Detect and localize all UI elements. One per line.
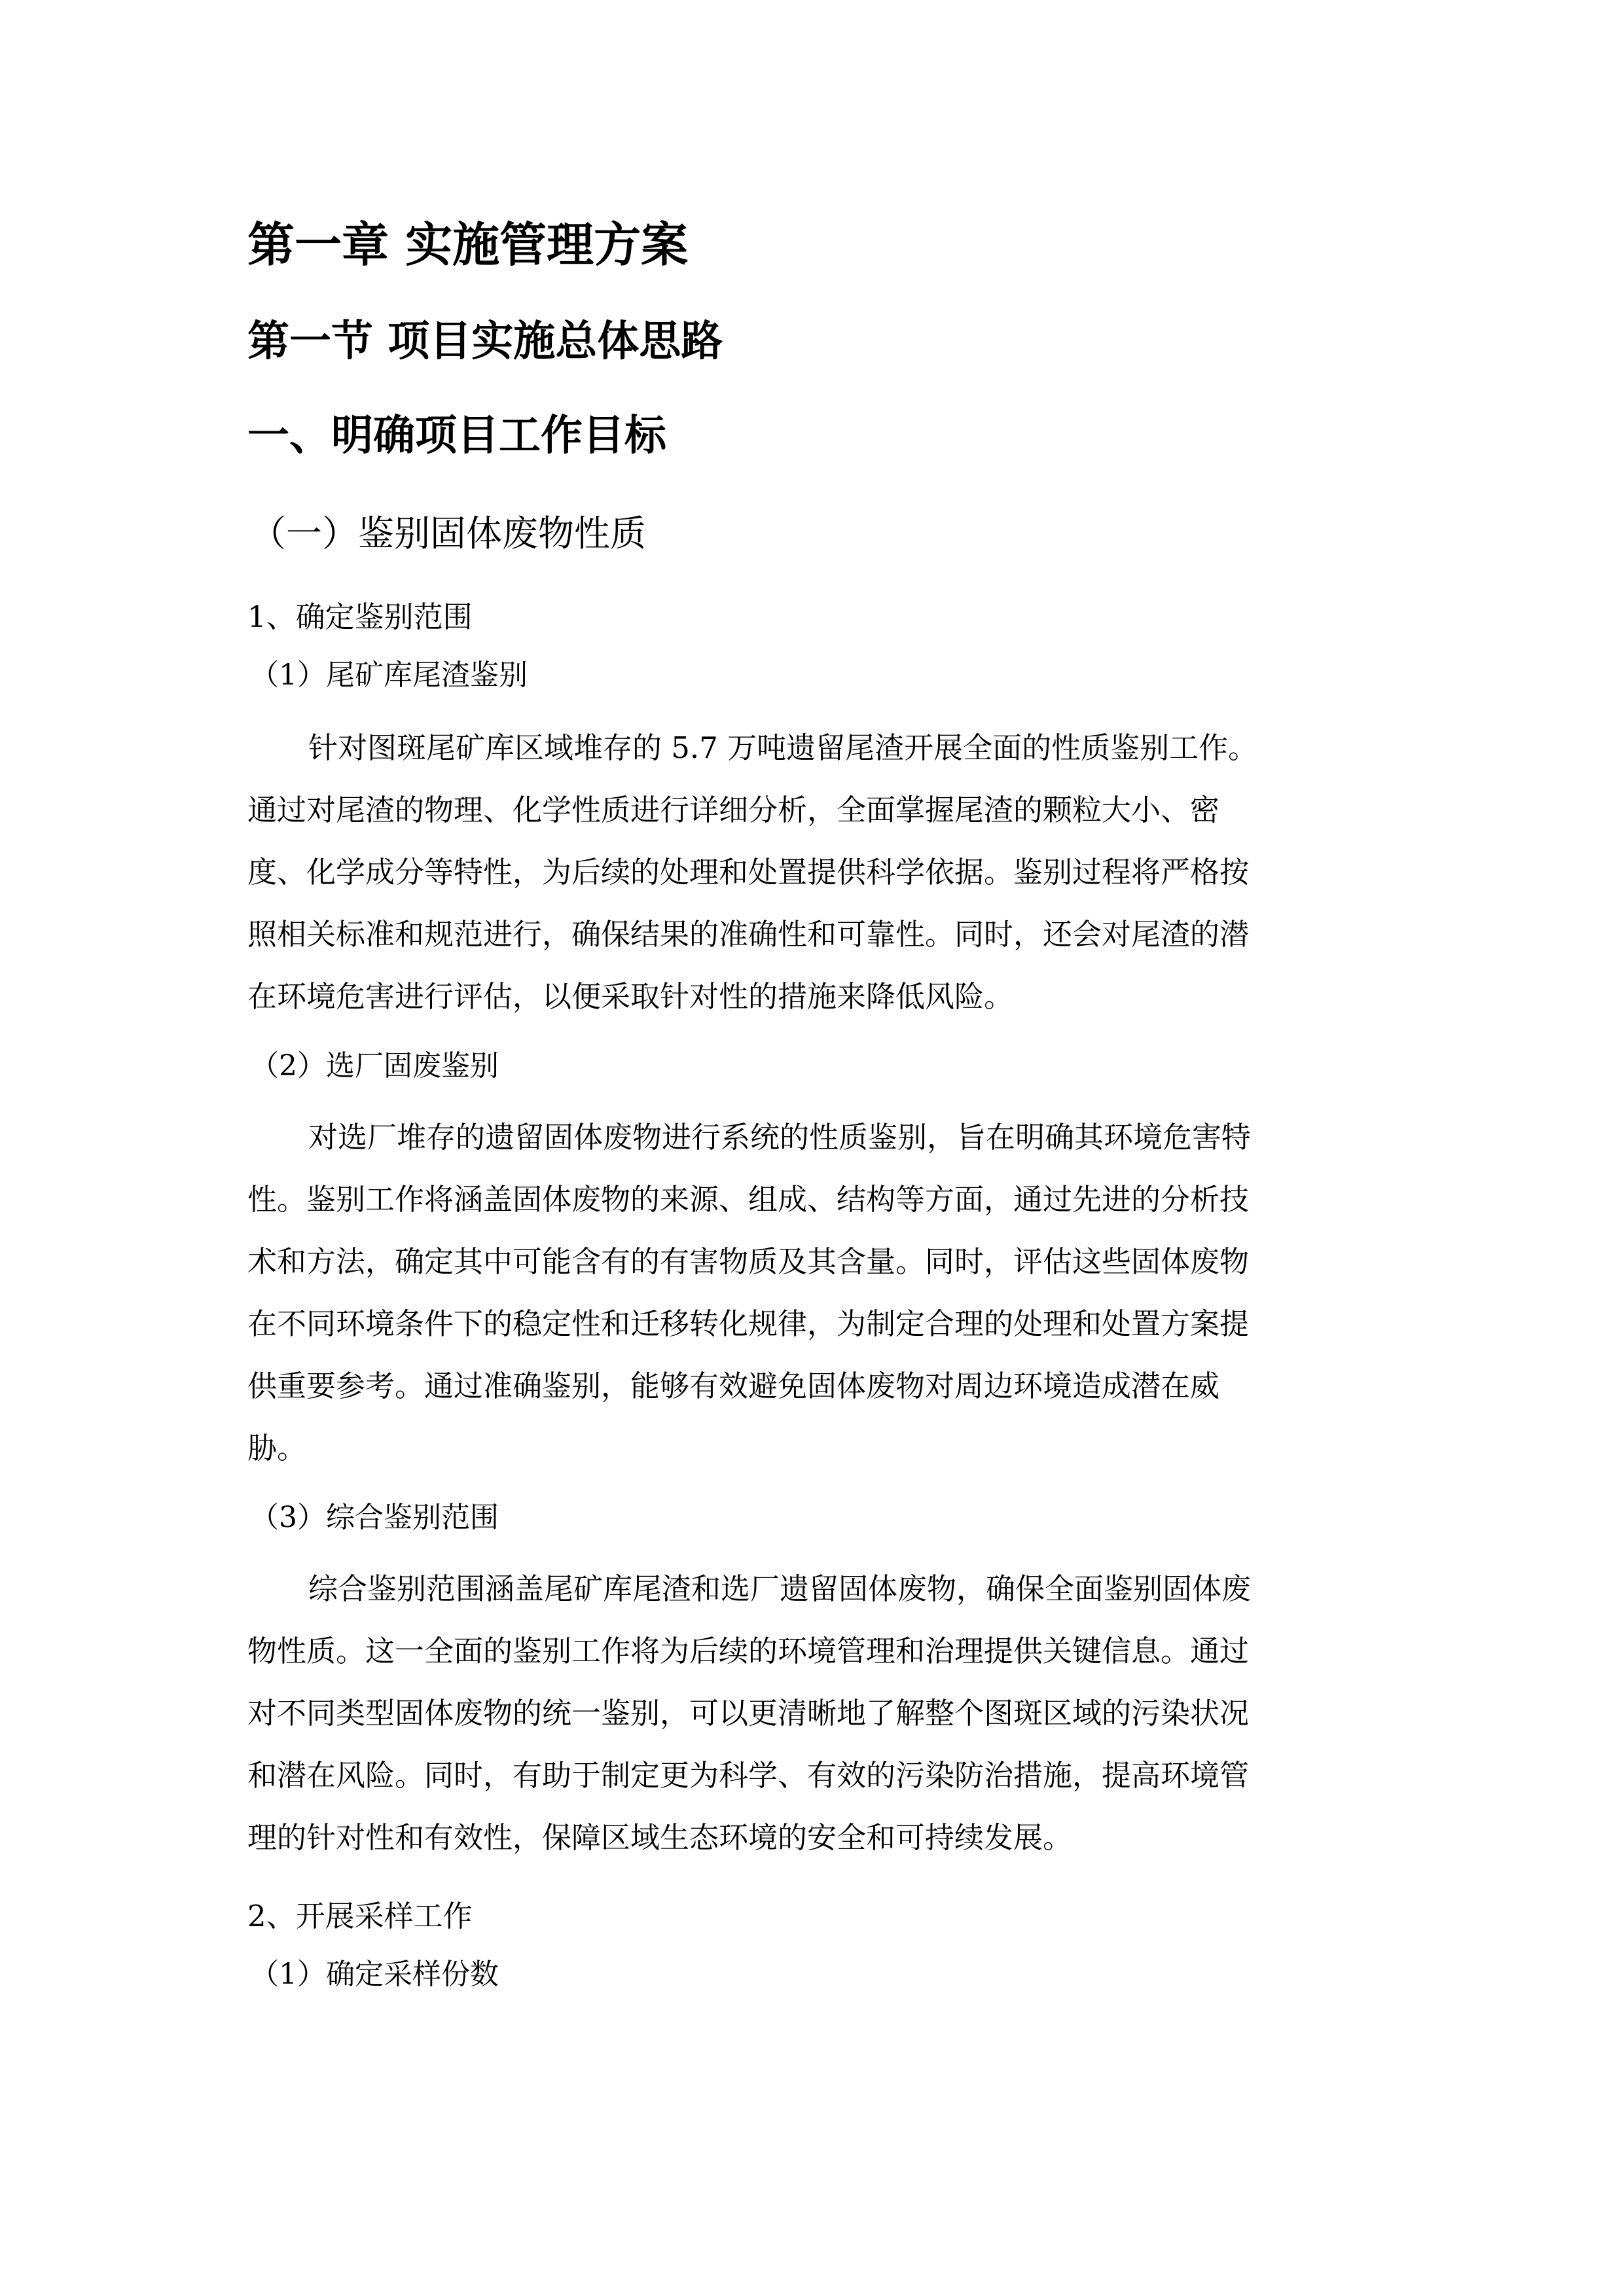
paragraph-line: 和潜在风险。同时，有助于制定更为科学、有效的污染防治措施，提高环境管 xyxy=(247,1758,1250,1793)
sub-item-heading: （3）综合鉴别范围 xyxy=(250,1501,499,1534)
paragraph-line: 在不同环境条件下的稳定性和迁移转化规律，为制定合理的处理和处置方案提 xyxy=(247,1306,1250,1341)
sub-item-heading: （1）确定采样份数 xyxy=(250,1958,499,1991)
paragraph-line: 对不同类型固体废物的统一鉴别，可以更清晰地了解整个图斑区域的污染状况 xyxy=(247,1696,1250,1731)
paragraph-line: 物性质。这一全面的鉴别工作将为后续的环境管理和治理提供关键信息。通过 xyxy=(247,1634,1250,1668)
paragraph-line: 度、化学成分等特性，为后续的处理和处置提供科学依据。鉴别过程将严格按 xyxy=(247,855,1250,889)
paragraph-line: 对选厂堆存的遗留固体废物进行系统的性质鉴别，旨在明确其环境危害特 xyxy=(308,1120,1252,1155)
list-item-heading: 1、确定鉴别范围 xyxy=(247,600,473,634)
paragraph-line: 胁。 xyxy=(247,1431,307,1465)
paragraph-line: 通过对尾渣的物理、化学性质进行详细分析，全面掌握尾渣的颗粒大小、密 xyxy=(247,793,1220,827)
paragraph-line: 照相关标准和规范进行，确保结果的准确性和可靠性。同时，还会对尾渣的潜 xyxy=(247,917,1250,952)
chapter-title: 第一章 实施管理方案 xyxy=(247,217,689,272)
heading-level-one: 一、明确项目工作目标 xyxy=(247,412,666,460)
section-title: 第一节 项目实施总体思路 xyxy=(247,317,723,366)
paragraph-line: 综合鉴别范围涵盖尾矿库尾渣和选厂遗留固体废物，确保全面鉴别固体废 xyxy=(308,1571,1252,1606)
paragraph-line: 术和方法，确定其中可能含有的有害物质及其含量。同时，评估这些固体废物 xyxy=(247,1244,1250,1279)
sub-item-heading: （1）尾矿库尾渣鉴别 xyxy=(250,658,528,692)
paragraph-line: 理的针对性和有效性，保障区域生态环境的安全和可持续发展。 xyxy=(247,1820,1073,1855)
sub-item-heading: （2）选厂固废鉴别 xyxy=(250,1049,499,1083)
paragraph-line: 性。鉴别工作将涵盖固体废物的来源、组成、结构等方面，通过先进的分析技 xyxy=(247,1182,1250,1217)
heading-level-two: （一）鉴别固体废物性质 xyxy=(250,512,647,554)
paragraph-line: 在环境危害进行评估，以便采取针对性的措施来降低风险。 xyxy=(247,979,1014,1014)
paragraph-line: 针对图斑尾矿库区域堆存的 5.7 万吨遗留尾渣开展全面的性质鉴别工作。 xyxy=(308,730,1258,765)
paragraph-line: 供重要参考。通过准确鉴别，能够有效避免固体废物对周边环境造成潜在威 xyxy=(247,1369,1220,1403)
list-item-heading: 2、开展采样工作 xyxy=(247,1899,473,1933)
